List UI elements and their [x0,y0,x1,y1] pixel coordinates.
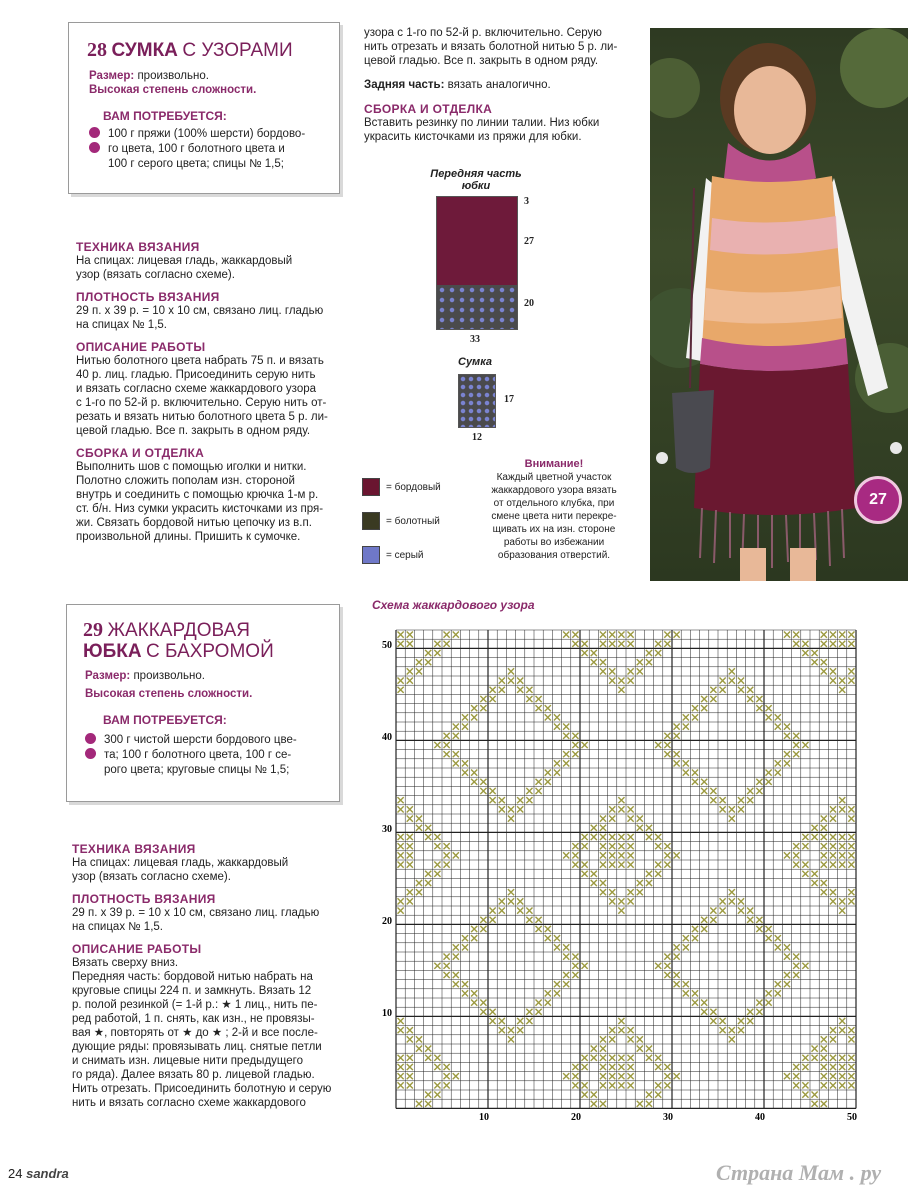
assembly-line: Полотно сложить пополам изн. стороной [76,475,295,487]
description-line: р. полой резинкой (= 1-й р.: ★ 1 лиц., нить пе- [72,999,318,1011]
assembly-line: Выполнить шов с помощью иголки и нитки. [76,461,307,473]
x-tick-label: 10 [479,1112,489,1123]
description-line: и вязать согласно схеме жаккардового узора [76,383,317,395]
description-line: с 1-го по 52-й р. включительно. Серую нить от- [76,397,327,409]
bag-schematic [458,374,496,428]
pattern-29-body [72,834,352,1110]
back-value: вязать аналогично. [447,79,551,91]
size-value: произвольно. [133,670,205,682]
assembly-title: СБОРКА И ОТДЕЛКА [76,446,205,460]
description-line: Вязать сверху вниз. [72,957,179,969]
chart-title: Схема жаккардового узора [372,598,535,612]
description-line: нить и вязать согласно схеме жаккардового [72,1097,306,1109]
warning-line: Каждый цветной участок [496,472,612,483]
skirt-schematic [436,196,518,330]
description-line: Передняя часть: бордовой нитью набрать на [72,971,313,983]
legend-label: = серый [386,549,424,561]
y-tick-label: 20 [382,916,392,927]
skirt-burgundy-part [437,197,517,285]
title-line: ЖАККАРДОВАЯ [107,620,250,641]
back-label: Задняя часть: [364,79,445,91]
tech-line: узор (вязать согласно схеме). [72,871,231,883]
warning-title: Внимание! [524,458,584,470]
title-bold: СУМКА [111,40,178,61]
difficulty: Высокая степень сложности. [89,84,257,96]
need-line: 100 г серого цвета; спицы № 1,5; [108,158,284,170]
assembly-line: Вставить резинку по линии талии. Низ юбки [364,117,600,129]
skirt-dim: 33 [470,334,480,345]
pattern-number: 28 [87,39,107,61]
density-line: на спицах № 1,5. [72,921,163,933]
pattern-28-title [87,39,293,62]
warning-line: от отдельного клубка, при [493,498,615,509]
size-label: Размер: [89,70,135,82]
continued-line: узора с 1-го по 52-й р. включительно. Серую [364,27,602,39]
need-line: го цвета, 100 г болотного цвета и [108,143,285,155]
size-label: Размер: [85,670,131,682]
tech-line: На спицах: лицевая гладь, жаккардовый [72,857,289,869]
middle-column [364,26,644,144]
x-tick-label: 30 [663,1112,673,1123]
density-title: ПЛОТНОСТЬ ВЯЗАНИЯ [72,892,216,906]
y-tick-label: 40 [382,732,392,743]
warning-line: образования отверстий. [497,550,611,561]
size-line [89,69,209,83]
need-list [89,127,339,172]
description-line: цевой гладью. Все п. закрыть в одном ряду. [76,425,311,437]
description-line: резать и вязать нитью болотного цвета 5 р. ли- [76,411,328,423]
pattern-29-title-2 [83,641,274,663]
assembly-title: СБОРКА И ОТДЕЛКА [364,102,493,116]
description-line: ред работой, 1 п. снять, как изн., не провязы- [72,1013,315,1025]
model-photo [650,28,908,581]
legend-label: = бордовый [386,481,441,493]
assembly-line: жи. Связать бордовой нитью цепочку из в.п. [76,517,312,529]
description-line: вая ★, повторять от ★ до ★ ; 2-й и все после- [72,1027,318,1039]
grey-swatch [362,546,380,564]
skirt-dim: 27 [524,236,534,247]
warning-line: работы во избежании [503,537,605,548]
description-title: ОПИСАНИЕ РАБОТЫ [76,340,206,354]
page-footer [8,1166,69,1181]
chart-grid [396,630,856,1108]
need-line: рого цвета; круговые спицы № 1,5; [104,764,290,776]
bag-dim: 17 [504,394,514,405]
continued-line: цевой гладью. Все п. закрыть в одном ряду. [364,55,599,67]
pattern-number: 29 [83,619,103,641]
burgundy-swatch [362,478,380,496]
legend-item [362,512,441,530]
skirt-dim: 3 [524,196,529,207]
description-line: круговые спицы 224 п. и замкнуть. Вязать 12 [72,985,312,997]
description-line: Нитью болотного цвета набрать 75 п. и вязать [76,355,324,367]
density-line: 29 п. х 39 р. = 10 х 10 см, связано лиц. гладью [72,907,320,919]
assembly-line: внутрь и соединить с помощью крючка 1-м р. [76,489,319,501]
bullet-icon [85,748,96,759]
x-tick-label: 20 [571,1112,581,1123]
size-value: произвольно. [137,70,209,82]
warning-line: смене цвета нити перекре- [491,511,617,522]
density-line: 29 п. х 39 р. = 10 х 10 см, связано лиц. гладью [76,305,324,317]
jacquard-chart [370,620,870,1130]
warning-line: жаккардового узора вязать [491,485,617,496]
description-line: Нить отрезать. Присоединить болотную и серую [72,1083,332,1095]
olive-swatch [362,512,380,530]
tech-title: ТЕХНИКА ВЯЗАНИЯ [72,842,196,856]
photo-number-badge: 27 [854,476,902,524]
color-legend [362,478,441,564]
warning-line: щивать их на изн. стороне [492,524,616,535]
tech-line: узор (вязать согласно схеме). [76,269,235,281]
need-title: ВАМ ПОТРЕБУЕТСЯ: [103,713,227,727]
description-line: и снимать изн. лицевые нити предыдущего [72,1055,303,1067]
legend-item [362,546,441,564]
skirt-jacquard-part [437,285,517,329]
need-line: 300 г чистой шерсти бордового цве- [104,734,297,746]
pattern-28-body [76,232,351,544]
need-line: та; 100 г болотного цвета, 100 г се- [104,749,292,761]
tech-line: На спицах: лицевая гладь, жаккардовый [76,255,293,267]
need-list [85,733,335,778]
assembly-line: украсить кисточками из пряжи для юбки. [364,131,582,143]
pattern-29-header-box [66,604,340,802]
skirt-title-line: Передняя часть [430,168,522,180]
bullet-icon [89,142,100,153]
need-title: ВАМ ПОТРЕБУЕТСЯ: [103,109,227,123]
legend-item [362,478,441,496]
bag-schematic-title: Сумка [458,356,493,368]
site-watermark: Страна Мам . ру [716,1160,882,1185]
magazine-name: sandra [26,1166,69,1181]
need-line: 100 г пряжи (100% шерсти) бордово- [108,128,306,140]
assembly-line: произвольной длины. Пришить к сумочке. [76,531,301,543]
description-line: го ряда). Далее вязать 80 р. лицевой гладью. [72,1069,315,1081]
title-rest: С УЗОРАМИ [182,40,293,61]
title-rest: С БАХРОМОЙ [146,641,274,662]
bullet-icon [89,127,100,138]
description-line: дующие ряды: провязывать лиц. снятые петли [72,1041,322,1053]
y-tick-label: 30 [382,824,392,835]
density-title: ПЛОТНОСТЬ ВЯЗАНИЯ [76,290,220,304]
x-tick-label: 40 [755,1112,765,1123]
description-line: 40 р. лиц. гладью. Присоединить серую нить [76,369,316,381]
assembly-line: ст. б/н. Низ сумки украсить кисточками из пря- [76,503,324,515]
difficulty: Высокая степень сложности. [85,688,253,700]
y-tick-label: 50 [382,640,392,651]
skirt-schematic-title [420,168,532,192]
skirt-dim: 20 [524,298,534,309]
title-bold: ЮБКА [83,641,142,662]
warning-note [474,458,634,562]
x-tick-label: 50 [847,1112,857,1123]
density-line: на спицах № 1,5. [76,319,167,331]
y-tick-label: 10 [382,1008,392,1019]
bullet-icon [85,733,96,744]
continued-line: нить отрезать и вязать болотной нитью 5 р. ли- [364,41,618,53]
bag-dim: 12 [472,432,482,443]
size-line [85,669,205,683]
tech-title: ТЕХНИКА ВЯЗАНИЯ [76,240,200,254]
page-number: 24 [8,1166,23,1181]
legend-label: = болотный [386,515,440,527]
description-title: ОПИСАНИЕ РАБОТЫ [72,942,202,956]
pattern-29-title [83,619,250,642]
skirt-title-line: юбки [461,180,491,192]
pattern-28-header-box [68,22,340,194]
